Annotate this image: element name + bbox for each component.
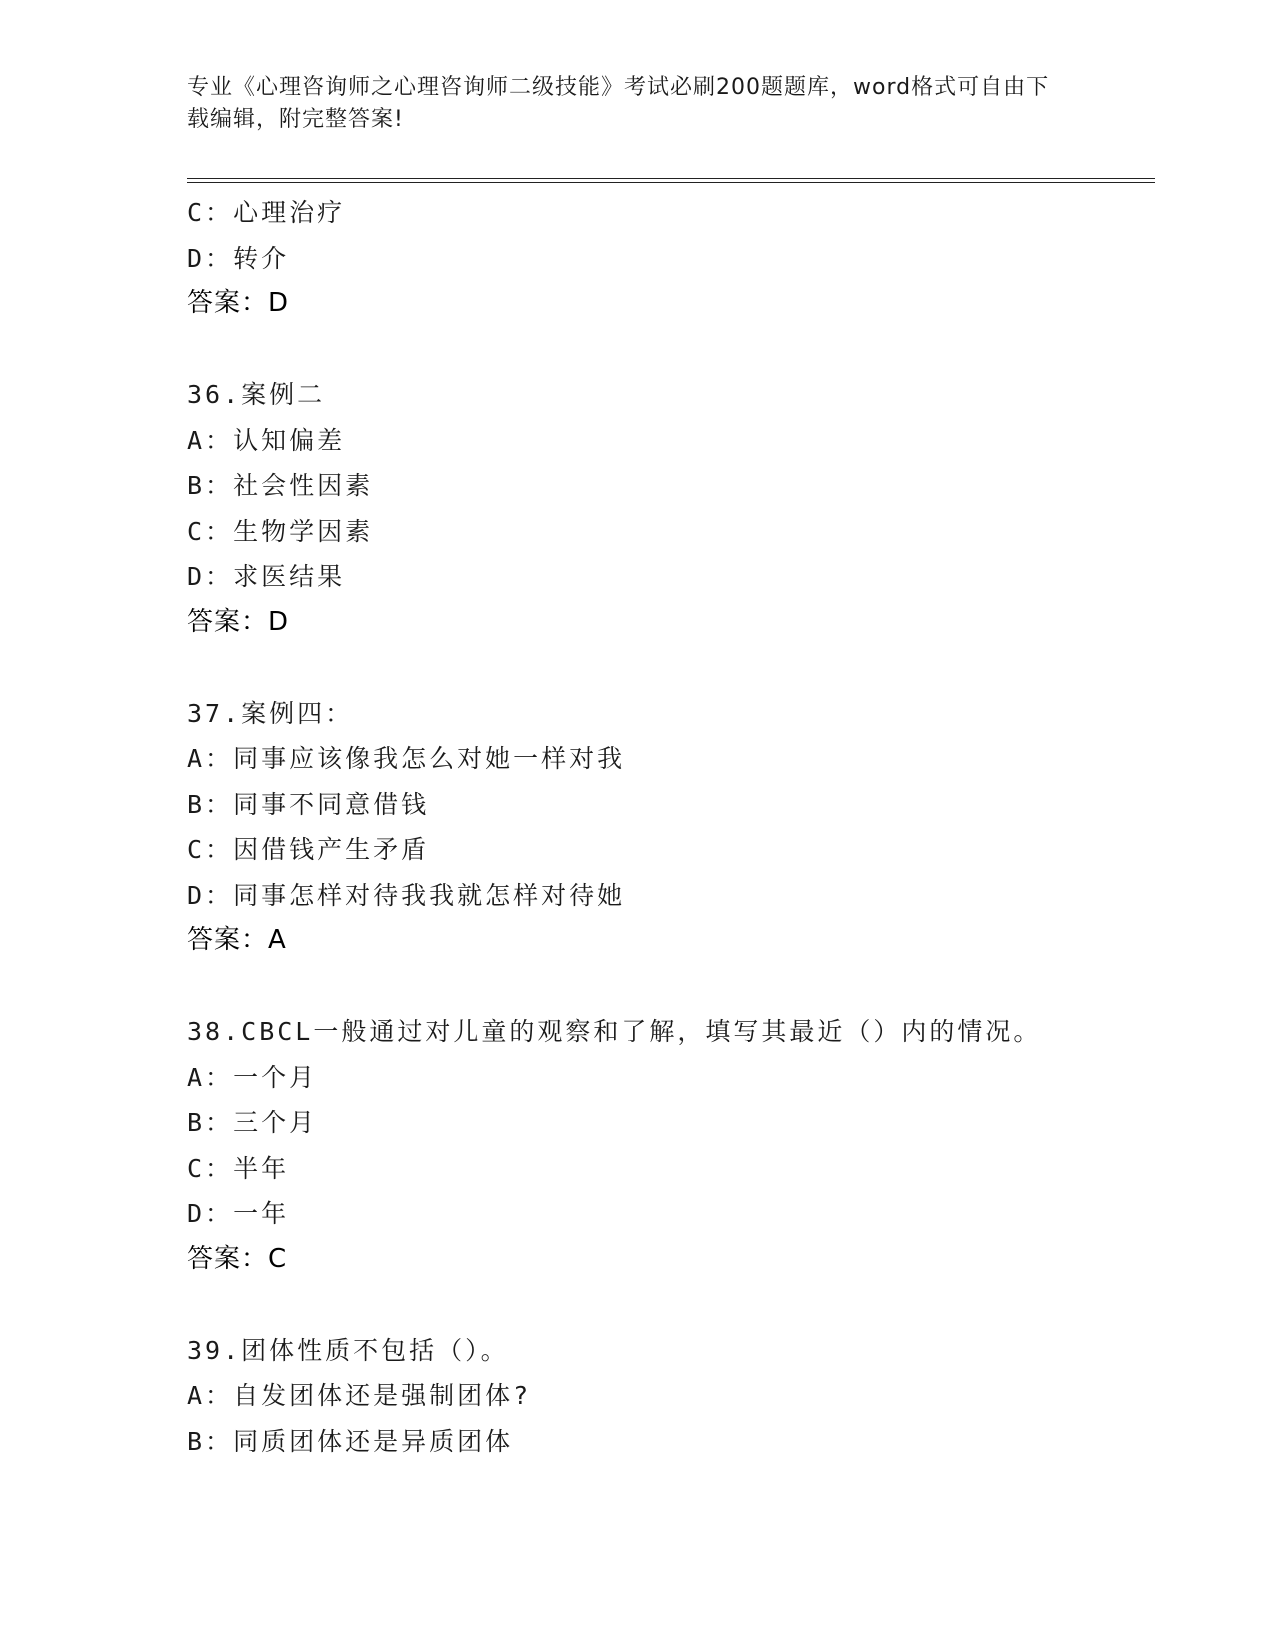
option-a: A：一个月 xyxy=(187,1062,318,1092)
answer-line: 答案：C xyxy=(187,1243,288,1274)
question-37 xyxy=(187,691,1155,964)
question-title: 36.案例二 xyxy=(187,380,326,409)
question-36 xyxy=(187,372,1155,645)
divider-line-top xyxy=(187,178,1155,179)
spacer xyxy=(187,964,1155,1010)
question-38 xyxy=(187,1009,1155,1282)
option-c: C：心理治疗 xyxy=(187,198,346,227)
option-d: D：转介 xyxy=(187,243,290,273)
option-a: A：同事应该像我怎么对她一样对我 xyxy=(187,744,626,773)
option-c: C：半年 xyxy=(187,1153,290,1183)
answer-line: 答案：D xyxy=(187,288,290,318)
option-b: B：同质团体还是异质团体 xyxy=(187,1426,514,1456)
option-d: D：同事怎样对待我我就怎样对待她 xyxy=(187,880,626,910)
option-c: C：生物学因素 xyxy=(187,516,374,546)
option-b: B：三个月 xyxy=(187,1108,318,1137)
option-b: B：同事不同意借钱 xyxy=(187,789,430,819)
option-a: A：自发团体还是强制团体? xyxy=(187,1381,532,1410)
question-carryover xyxy=(187,190,1155,327)
page-header xyxy=(187,72,1067,136)
question-title: 37.案例四： xyxy=(187,698,354,728)
option-d: D：一年 xyxy=(187,1199,290,1228)
answer-line: 答案：A xyxy=(187,925,287,955)
answer-line: 答案：D xyxy=(187,606,290,637)
option-c: C：因借钱产生矛盾 xyxy=(187,835,430,864)
option-a: A：认知偏差 xyxy=(187,425,346,455)
spacer xyxy=(187,645,1155,691)
spacer xyxy=(187,327,1155,373)
document-title: 专业《心理咨询师之心理咨询师二级技能》考试必刷200题题库，word格式可自由下载编辑，附完整答案! xyxy=(187,75,1050,132)
spacer xyxy=(187,1282,1155,1328)
question-title: 38.CBCL一般通过对儿童的观察和了解，填写其最近（）内的情况。 xyxy=(187,1017,1042,1046)
question-title: 39.团体性质不包括（）。 xyxy=(187,1335,509,1365)
question-list xyxy=(187,190,1155,1464)
option-b: B：社会性因素 xyxy=(187,471,374,500)
divider-line-bottom xyxy=(187,182,1155,183)
header-divider xyxy=(187,178,1155,184)
option-d: D：求医结果 xyxy=(187,562,346,591)
question-39 xyxy=(187,1328,1155,1465)
